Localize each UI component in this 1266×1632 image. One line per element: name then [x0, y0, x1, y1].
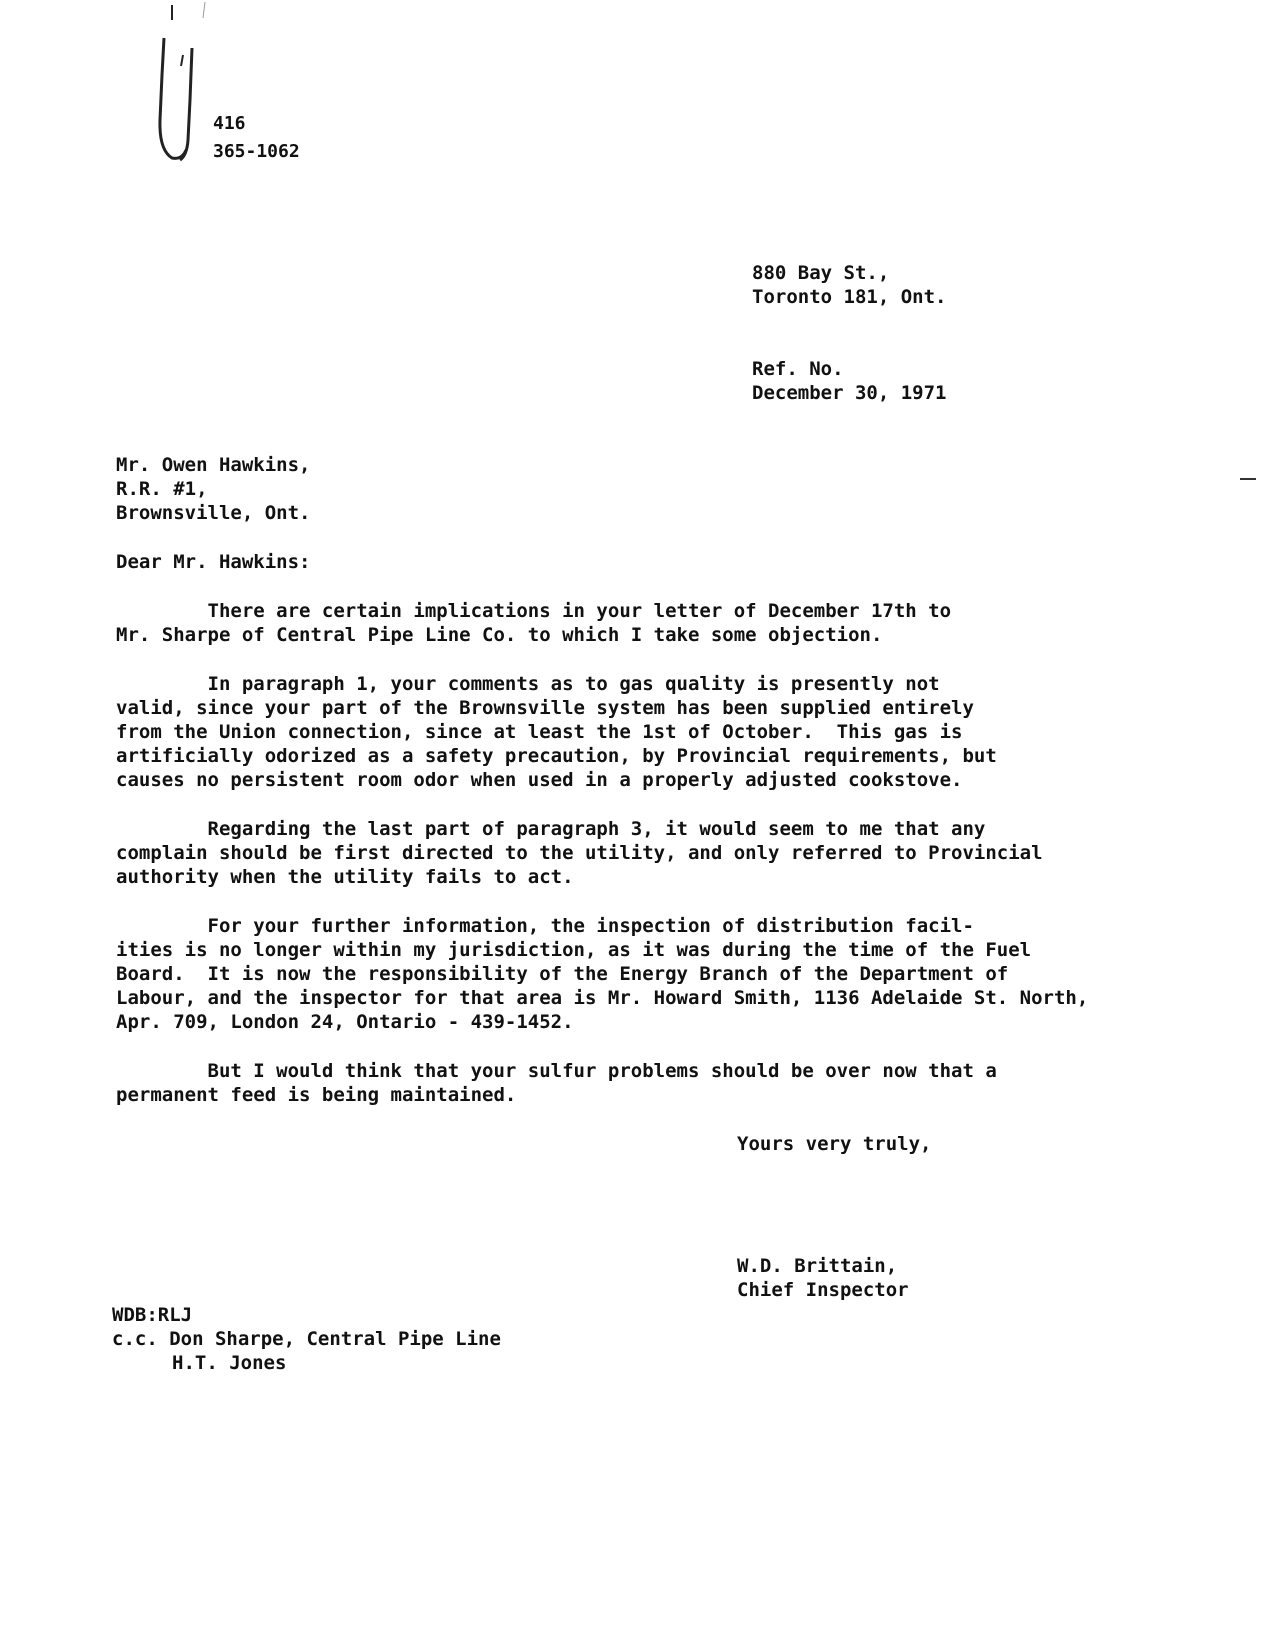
recipient-name: Mr. Owen Hawkins,	[116, 454, 311, 476]
reference-label: Ref. No.	[752, 358, 844, 380]
scan-edge-mark	[1240, 478, 1256, 480]
body-p2-line1: In paragraph 1, your comments as to gas quality is presently not	[116, 673, 940, 695]
cc-line1: c.c. Don Sharpe, Central Pipe Line	[112, 1328, 501, 1350]
body-p3-line1: Regarding the last part of paragraph 3, it would seem to me that any	[116, 818, 986, 840]
body-p1-line1: There are certain implications in your letter of December 17th to	[116, 600, 952, 622]
salutation: Dear Mr. Hawkins:	[116, 551, 311, 573]
phone-block	[213, 110, 300, 166]
body-p3-line2: complain should be first directed to the utility, and only referred to Provincial	[116, 842, 1043, 864]
phone-number: 365-1062	[213, 141, 300, 162]
closing: Yours very truly,	[737, 1133, 932, 1155]
letter-date: December 30, 1971	[752, 382, 947, 404]
sender-address-line2: Toronto 181, Ont.	[752, 286, 947, 308]
body-p2-line4: artificially odorized as a safety precaution, by Provincial requirements, but	[116, 745, 997, 767]
body-p5-line2: permanent feed is being maintained.	[116, 1084, 517, 1106]
cc-line2: H.T. Jones	[172, 1352, 287, 1374]
body-p2-line3: from the Union connection, since at least the 1st of October. This gas is	[116, 721, 963, 743]
typist-initials: WDB:RLJ	[112, 1304, 193, 1326]
body-p4-line3: Board. It is now the responsibility of the Energy Branch of the Department of	[116, 963, 1009, 985]
body-p4-line4: Labour, and the inspector for that area is Mr. Howard Smith, 1136 Adelaide St. North,	[116, 987, 1089, 1009]
body-p4-line2: ities is no longer within my jurisdiction, as it was during the time of the Fuel	[116, 939, 1032, 961]
body-p2-line5: causes no persistent room odor when used in a properly adjusted cookstove.	[116, 769, 963, 791]
signer-name: W.D. Brittain,	[737, 1255, 898, 1277]
body-p4-line1: For your further information, the inspection of distribution facil-	[116, 915, 974, 937]
signer-title: Chief Inspector	[737, 1279, 909, 1301]
body-p1-line2: Mr. Sharpe of Central Pipe Line Co. to which I take some objection.	[116, 624, 883, 646]
body-p5-line1: But I would think that your sulfur problems should be over now that a	[116, 1060, 997, 1082]
phone-area-code: 416	[213, 113, 246, 134]
body-p3-line3: authority when the utility fails to act.	[116, 866, 574, 888]
body-p4-line5: Apr. 709, London 24, Ontario - 439-1452.	[116, 1011, 574, 1033]
recipient-route: R.R. #1,	[116, 478, 208, 500]
recipient-city: Brownsville, Ont.	[116, 502, 311, 524]
sender-address-line1: 880 Bay St.,	[752, 262, 890, 284]
body-p2-line2: valid, since your part of the Brownsville system has been supplied entirely	[116, 697, 974, 719]
handwritten-logo-mark	[150, 0, 210, 175]
